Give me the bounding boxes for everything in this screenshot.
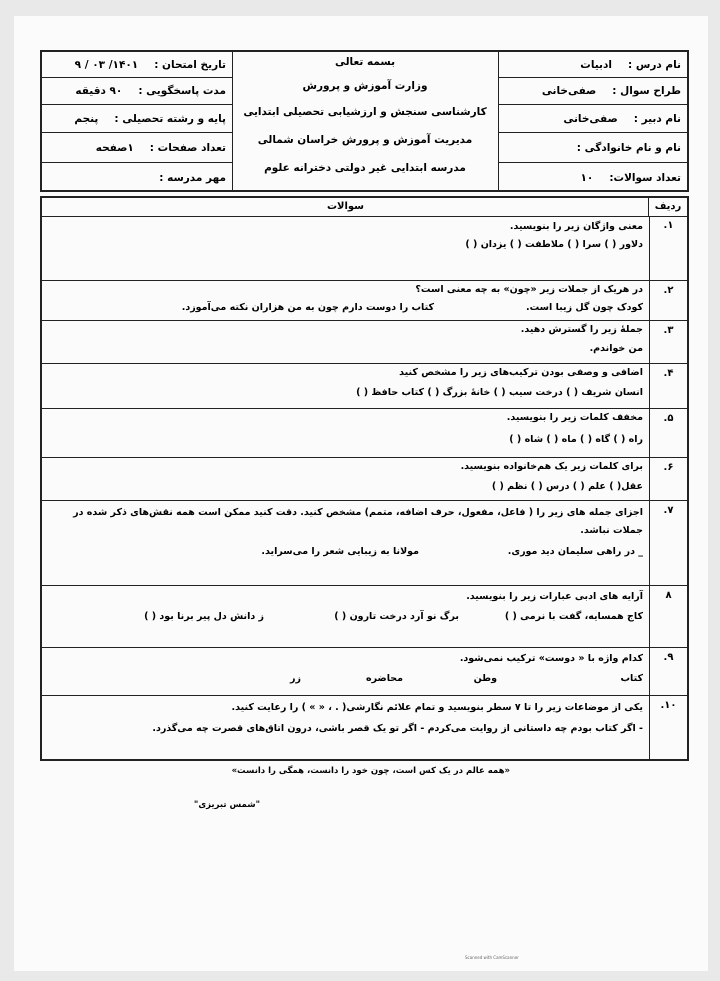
question-row xyxy=(42,696,687,759)
question-body xyxy=(42,586,649,647)
question-row xyxy=(42,321,687,364)
header-field-teacher: نام دبیر : صفی‌خانی xyxy=(499,105,687,133)
question-prompt: در هریک از جملات زیر «چون» به چه معنی است؟ xyxy=(415,284,643,295)
question-item: عقل( ) علم ( ) درس ( ) نظم ( ) xyxy=(491,481,643,492)
question-option: زر xyxy=(290,673,301,684)
question-number: ۹. xyxy=(649,648,687,695)
question-number: ۳. xyxy=(649,321,687,363)
header-left-column xyxy=(42,52,233,190)
question-row xyxy=(42,281,687,321)
question-row xyxy=(42,586,687,648)
question-item: ز دانش دل پیر برنا بود ( ) xyxy=(144,611,264,622)
question-body xyxy=(42,364,649,408)
question-body xyxy=(42,696,649,759)
question-number: ۵. xyxy=(649,409,687,457)
question-option: کتاب xyxy=(620,673,643,684)
header-right-column xyxy=(498,52,687,190)
header-field-duration: مدت پاسخگویی : ۹۰ دقیقه xyxy=(42,78,232,105)
header-ministry: وزارت آموزش و پرورش xyxy=(302,80,428,92)
header-school: مدرسه ابتدایی غیر دولتی دخترانه علوم xyxy=(264,162,466,174)
row-number-column-header: ردیف xyxy=(648,198,687,216)
question-prompt: کدام واژه با « دوست» ترکیب نمی‌شود. xyxy=(459,653,643,664)
question-row xyxy=(42,409,687,458)
question-item: راه ( ) گاه ( ) ماه ( ) شاه ( ) xyxy=(509,434,643,445)
exam-header xyxy=(40,50,689,192)
question-prompt: مخفف کلمات زیر را بنویسید. xyxy=(506,412,643,423)
question-item: انسان شریف ( ) درخت سیب ( ) خانهٔ بزرگ ( ) کتاب حافظ ( ) xyxy=(356,387,643,398)
question-number: ۱. xyxy=(649,216,687,280)
question-body xyxy=(42,501,649,585)
question-number: ۱۰. xyxy=(649,696,687,759)
header-field-designer: طراح سوال : صفی‌خانی xyxy=(499,78,687,105)
header-field-subject: نام درس : ادبیات xyxy=(499,52,687,78)
question-prompt: آرایه های ادبی عبارات زیر را بنویسید. xyxy=(466,591,643,602)
header-directorate: مدیریت آموزش و پرورش خراسان شمالی xyxy=(257,134,473,146)
question-prompt: اجزای جمله های زیر را ( فاعل، مفعول، حرف اضافه، متمم) مشخص کنید. دقت کنید ممکن است همه نقش‌های ذکر شده در جملات نباشد. xyxy=(73,507,643,536)
question-row xyxy=(42,648,687,696)
question-prompt: معنی واژگان زیر را بنویسید. xyxy=(509,221,643,232)
question-body xyxy=(42,216,649,280)
footer-quote-author: "شمس تبریزی" xyxy=(193,800,260,810)
question-body xyxy=(42,409,649,457)
question-item: کاج همسایه، گفت با نرمی ( ) xyxy=(504,611,643,622)
header-title-basmala: بسمه تعالی xyxy=(334,56,396,68)
question-body xyxy=(42,458,649,500)
question-item: دلاور ( ) سرا ( ) ملاطفت ( ) یزدان ( ) xyxy=(465,239,643,250)
question-item: _ در راهی سلیمان دید موری. xyxy=(507,546,643,557)
footer-quote: «همه عالم در یک کس است، چون خود را دانست، همگی را دانست» xyxy=(231,766,510,776)
questions-table-header xyxy=(42,198,687,217)
question-number: ۸ xyxy=(649,586,687,647)
question-item: برگ نو آرد درخت تارون ( ) xyxy=(334,611,459,622)
header-field-question-count: تعداد سوالات: ۱۰ xyxy=(580,171,681,184)
header-field-exam-date: تاریخ امتحان : ۱۴۰۱/ ۰۳ / ۹ xyxy=(42,52,232,78)
question-option: وطن xyxy=(473,673,497,684)
question-body xyxy=(42,321,649,363)
question-item: کتاب را دوست دارم چون به من هزاران نکته می‌آموزد. xyxy=(181,302,434,313)
question-item: من خواندم. xyxy=(589,343,643,354)
header-field-page-count: تعداد صفحات : ۱صفحه xyxy=(42,133,232,163)
question-prompt: جملهٔ زیر را گسترش دهید. xyxy=(520,324,643,335)
scanner-watermark: Scanned with CamScanner xyxy=(465,955,519,960)
question-body xyxy=(42,281,649,320)
header-field-student-name: نام و نام خانوادگی : xyxy=(499,133,687,163)
questions-column-header: سوالات xyxy=(326,201,365,212)
header-field-school-stamp: مهر مدرسه : xyxy=(159,171,226,184)
question-number: ۴. xyxy=(649,364,687,408)
header-center-column xyxy=(231,52,499,190)
question-number: ۷. xyxy=(649,501,687,585)
question-prompt: اضافی و وصفی بودن ترکیب‌های زیر را مشخص کنید xyxy=(399,367,643,378)
questions-table xyxy=(40,196,689,761)
question-row xyxy=(42,501,687,586)
question-number: ۲. xyxy=(649,281,687,320)
question-option: محاضره xyxy=(366,673,403,684)
question-item: مولانا به زیبایی شعر را می‌سراید. xyxy=(261,546,419,557)
question-row xyxy=(42,458,687,501)
header-field-grade: پایه و رشته تحصیلی : پنجم xyxy=(42,105,232,133)
question-item: کودک چون گل زیبا است. xyxy=(526,302,643,313)
question-body xyxy=(42,648,649,695)
header-department: کارشناسی سنجش و ارزشیابی تحصیلی ابتدایی xyxy=(243,106,487,118)
question-item: - اگر کتاب بودم چه داستانی از روایت می‌کردم - اگر تو یک قصر باشی، درون اتاق‌های قصرت چه می‌گذرد. xyxy=(152,723,643,734)
question-row xyxy=(42,216,687,281)
question-prompt: برای کلمات زیر یک هم‌خانواده بنویسید. xyxy=(460,461,643,472)
question-row xyxy=(42,364,687,409)
question-prompt: یکی از موضاعات زیر را تا ۷ سطر بنویسید و تمام علائم نگارشی( . ، « » ) را رعایت کنید. xyxy=(231,702,643,713)
question-number: ۶. xyxy=(649,458,687,500)
